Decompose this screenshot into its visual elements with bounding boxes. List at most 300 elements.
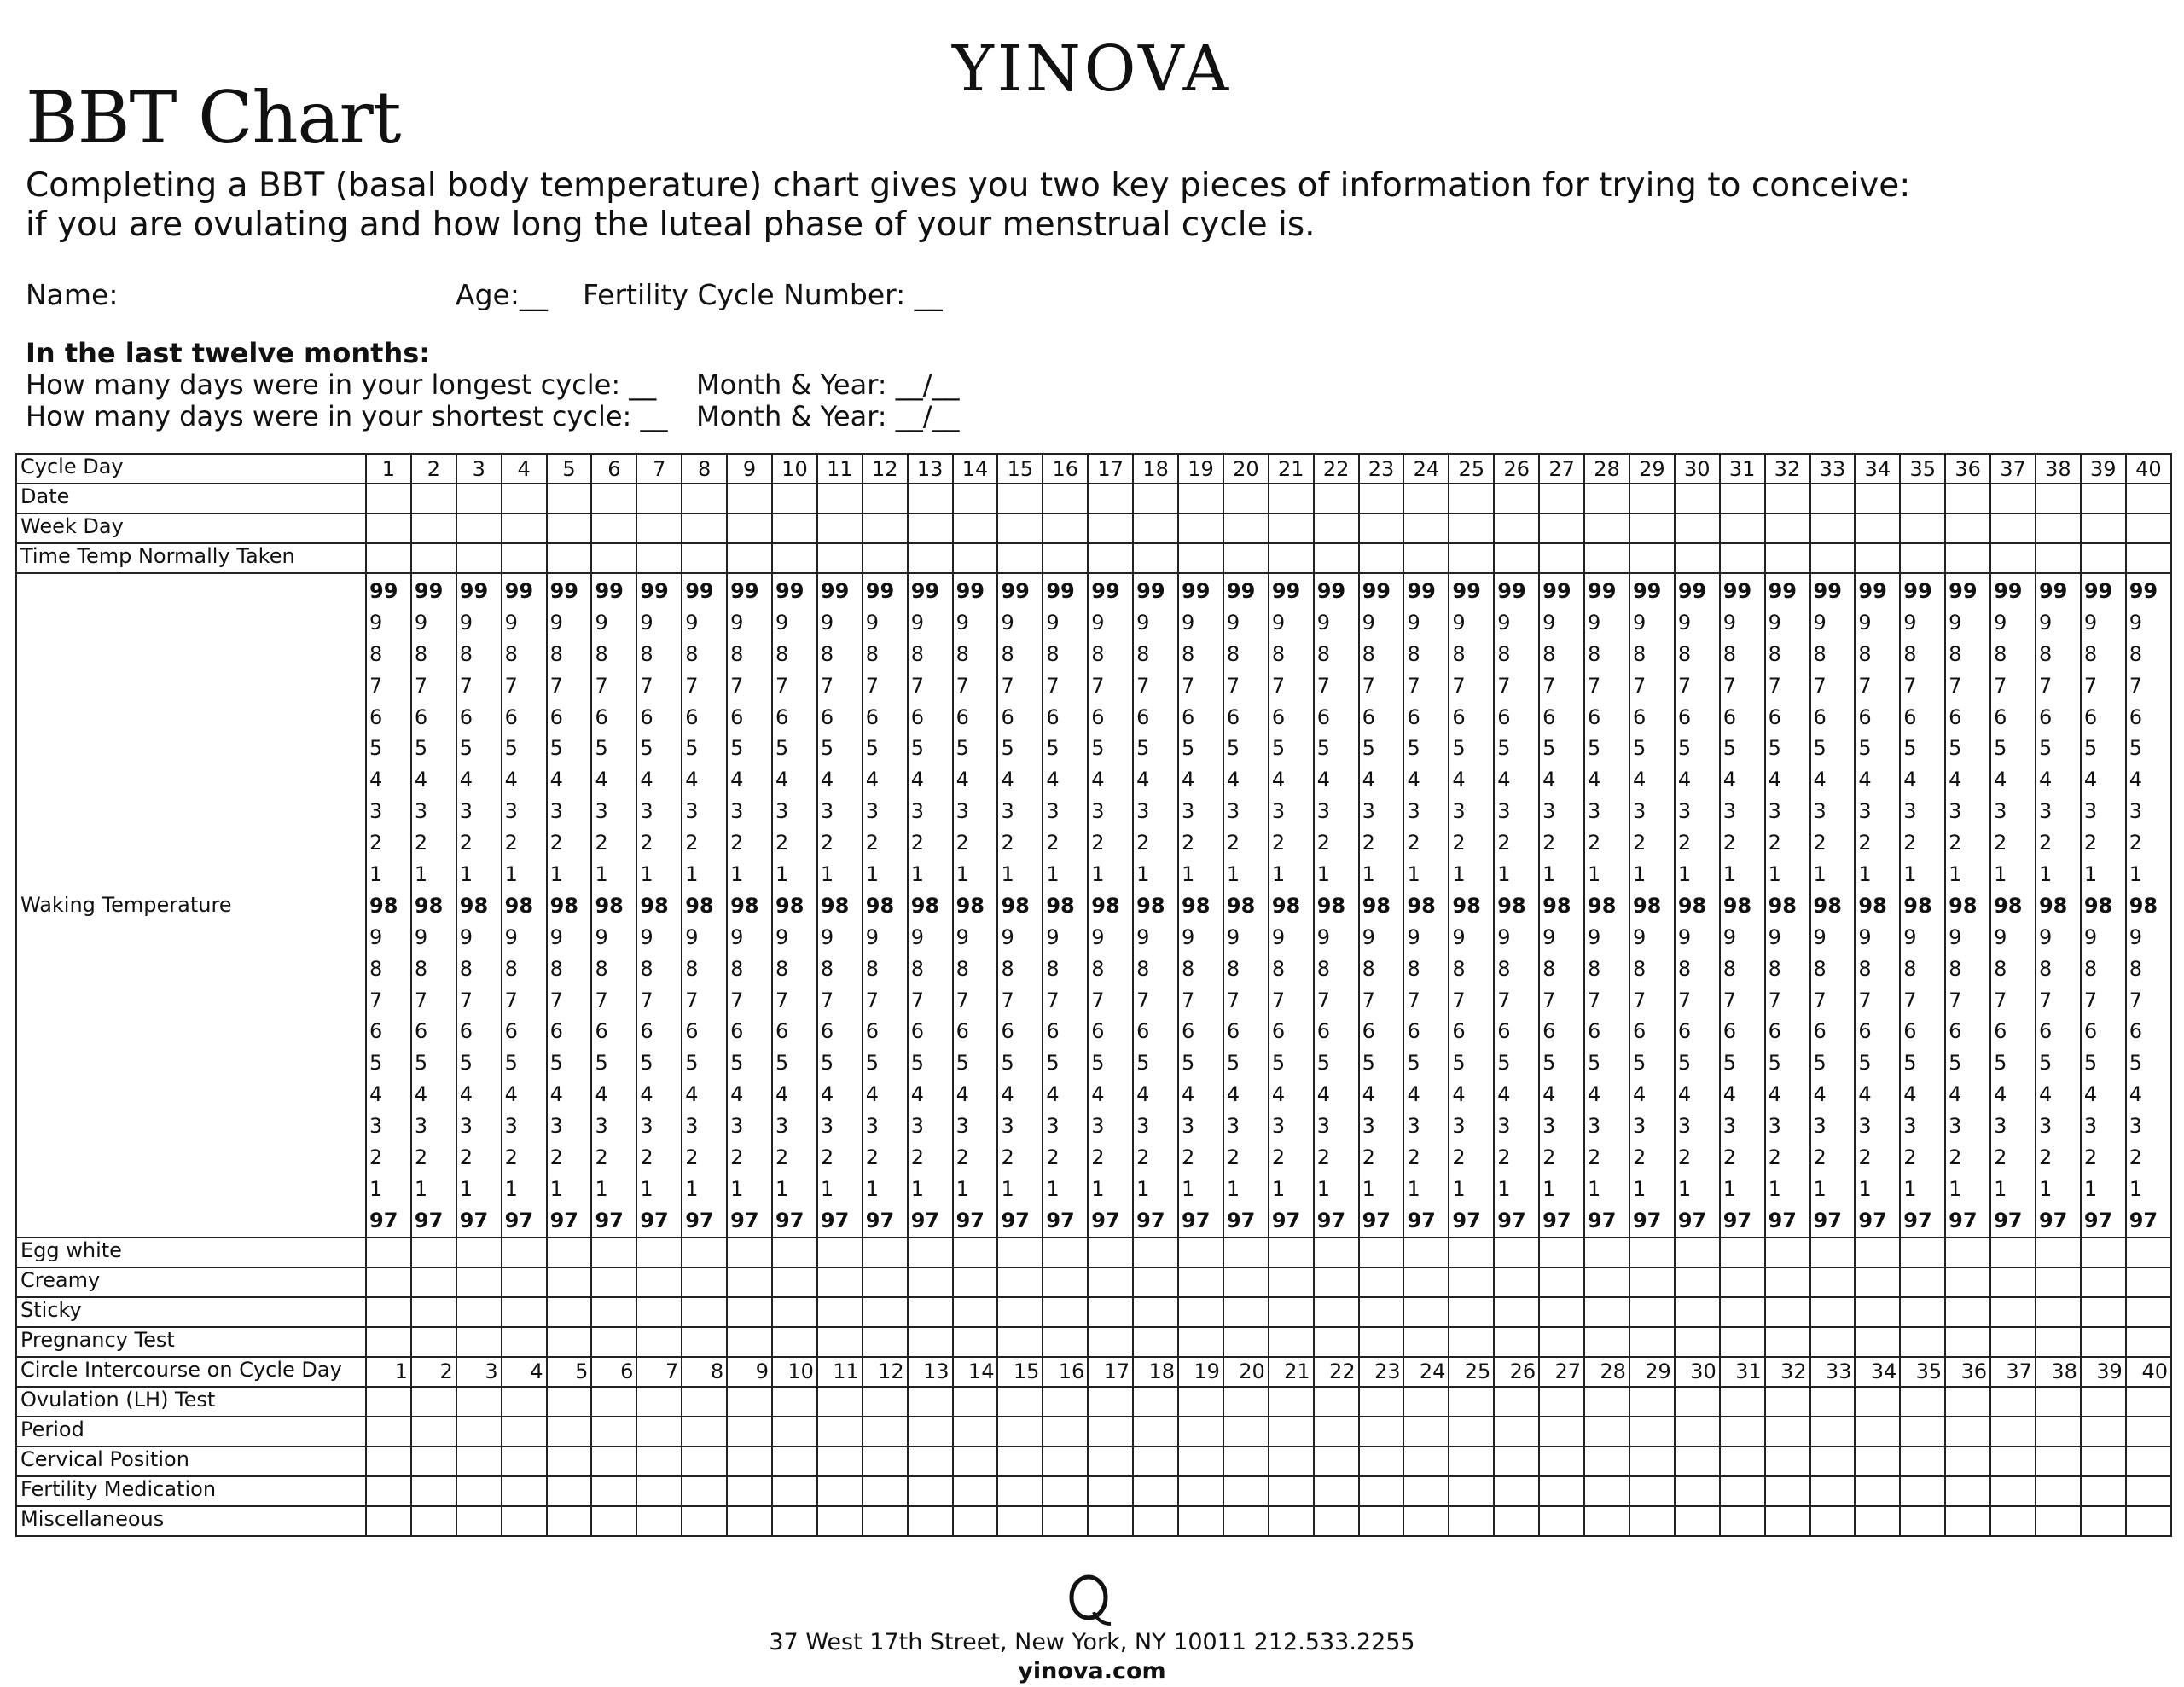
entry-cell[interactable] bbox=[1855, 1267, 1900, 1297]
temperature-tick[interactable]: 2 bbox=[1588, 831, 1601, 855]
entry-cell[interactable] bbox=[727, 513, 772, 543]
temperature-tick[interactable]: 4 bbox=[459, 768, 473, 792]
entry-cell[interactable] bbox=[456, 1387, 502, 1417]
entry-cell[interactable] bbox=[997, 1327, 1043, 1357]
temperature-tick[interactable]: 8 bbox=[956, 641, 969, 666]
temperature-tick[interactable]: 8 bbox=[1903, 956, 1917, 981]
intercourse-day-number[interactable]: 29 bbox=[1629, 1357, 1675, 1387]
temperature-tick[interactable]: 7 bbox=[685, 673, 699, 698]
entry-cell[interactable] bbox=[1043, 543, 1088, 573]
temperature-tick[interactable]: 1 bbox=[1497, 862, 1511, 887]
entry-cell[interactable] bbox=[1314, 543, 1359, 573]
temperature-tick[interactable]: 5 bbox=[730, 1051, 744, 1075]
temperature-column[interactable] bbox=[547, 573, 592, 1238]
entry-cell[interactable] bbox=[1133, 1476, 1178, 1506]
entry-cell[interactable] bbox=[1629, 543, 1675, 573]
temperature-tick[interactable]: 8 bbox=[640, 956, 653, 981]
temperature-tick[interactable]: 99 bbox=[1271, 579, 1301, 603]
entry-cell[interactable] bbox=[1043, 1238, 1088, 1267]
temperature-tick[interactable]: 97 bbox=[1588, 1208, 1617, 1232]
temperature-tick[interactable]: 97 bbox=[1858, 1208, 1887, 1232]
temperature-tick[interactable]: 8 bbox=[1949, 956, 1962, 981]
temperature-tick[interactable]: 98 bbox=[775, 893, 804, 918]
entry-cell[interactable] bbox=[1403, 1297, 1449, 1327]
temperature-tick[interactable]: 1 bbox=[820, 862, 834, 887]
temperature-tick[interactable]: 6 bbox=[820, 1019, 834, 1044]
temperature-tick[interactable]: 4 bbox=[1407, 768, 1420, 792]
temperature-tick[interactable]: 99 bbox=[910, 579, 940, 603]
intercourse-day-number[interactable]: 32 bbox=[1765, 1357, 1810, 1387]
entry-cell[interactable] bbox=[1223, 1476, 1269, 1506]
entry-cell[interactable] bbox=[1403, 1446, 1449, 1476]
temperature-tick[interactable]: 5 bbox=[685, 1051, 699, 1075]
temperature-tick[interactable]: 7 bbox=[640, 673, 653, 698]
entry-cell[interactable] bbox=[908, 1297, 953, 1327]
entry-cell[interactable] bbox=[1945, 1297, 1990, 1327]
temperature-tick[interactable]: 99 bbox=[1903, 579, 1932, 603]
entry-cell[interactable] bbox=[1765, 543, 1810, 573]
temperature-tick[interactable]: 6 bbox=[414, 1019, 428, 1044]
temperature-tick[interactable]: 8 bbox=[1768, 956, 1781, 981]
intercourse-day-number[interactable]: 4 bbox=[502, 1357, 547, 1387]
entry-cell[interactable] bbox=[1675, 1476, 1720, 1506]
temperature-tick[interactable]: 9 bbox=[1091, 925, 1105, 949]
temperature-tick[interactable]: 4 bbox=[820, 1082, 834, 1107]
temperature-tick[interactable]: 2 bbox=[1091, 1145, 1105, 1170]
temperature-tick[interactable]: 4 bbox=[1001, 768, 1014, 792]
temperature-tick[interactable]: 3 bbox=[1813, 1114, 1827, 1139]
temperature-tick[interactable]: 1 bbox=[1677, 862, 1692, 887]
temperature-tick[interactable]: 8 bbox=[1001, 641, 1014, 666]
entry-cell[interactable] bbox=[1720, 1506, 1765, 1536]
entry-cell[interactable] bbox=[1675, 513, 1720, 543]
temperature-column[interactable] bbox=[1269, 573, 1314, 1238]
temperature-tick[interactable]: 2 bbox=[1542, 831, 1556, 855]
temperature-tick[interactable]: 9 bbox=[459, 925, 473, 949]
temperature-column[interactable] bbox=[1133, 573, 1178, 1238]
temperature-tick[interactable]: 97 bbox=[1813, 1208, 1842, 1232]
temperature-tick[interactable]: 98 bbox=[369, 893, 398, 918]
temperature-column[interactable] bbox=[1403, 573, 1449, 1238]
entry-cell[interactable] bbox=[2036, 1238, 2081, 1267]
entry-cell[interactable] bbox=[411, 543, 456, 573]
temperature-tick[interactable]: 97 bbox=[775, 1208, 804, 1232]
entry-cell[interactable] bbox=[817, 1238, 863, 1267]
temperature-tick[interactable]: 97 bbox=[1632, 1208, 1662, 1232]
temperature-tick[interactable]: 1 bbox=[1407, 862, 1420, 887]
temperature-tick[interactable]: 99 bbox=[956, 579, 985, 603]
temperature-tick[interactable]: 6 bbox=[1497, 1019, 1511, 1044]
temperature-tick[interactable]: 7 bbox=[2129, 673, 2143, 698]
entry-cell[interactable] bbox=[953, 1297, 998, 1327]
entry-cell[interactable] bbox=[1765, 1506, 1810, 1536]
temperature-tick[interactable]: 8 bbox=[1407, 956, 1420, 981]
temperature-tick[interactable]: 9 bbox=[549, 610, 563, 635]
entry-cell[interactable] bbox=[1449, 543, 1494, 573]
entry-cell[interactable] bbox=[727, 1387, 772, 1417]
temperature-tick[interactable]: 4 bbox=[1994, 1082, 2007, 1107]
entry-cell[interactable] bbox=[547, 1297, 592, 1327]
temperature-tick[interactable]: 3 bbox=[1271, 799, 1286, 824]
temperature-tick[interactable]: 6 bbox=[1271, 1019, 1286, 1044]
entry-cell[interactable] bbox=[1584, 513, 1629, 543]
entry-cell[interactable] bbox=[682, 1476, 727, 1506]
entry-cell[interactable] bbox=[1449, 1297, 1494, 1327]
temperature-tick[interactable]: 8 bbox=[1588, 956, 1601, 981]
temperature-tick[interactable]: 3 bbox=[1994, 1114, 2007, 1139]
entry-cell[interactable] bbox=[863, 1476, 908, 1506]
entry-cell[interactable] bbox=[1584, 1446, 1629, 1476]
entry-cell[interactable] bbox=[1449, 1387, 1494, 1417]
temperature-tick[interactable]: 5 bbox=[1136, 736, 1150, 761]
entry-cell[interactable] bbox=[1629, 1238, 1675, 1267]
temperature-tick[interactable]: 8 bbox=[1542, 641, 1556, 666]
temperature-tick[interactable]: 4 bbox=[685, 768, 699, 792]
entry-cell[interactable] bbox=[366, 1267, 411, 1297]
temperature-tick[interactable]: 2 bbox=[1407, 831, 1420, 855]
temperature-tick[interactable]: 2 bbox=[369, 1145, 383, 1170]
entry-cell[interactable] bbox=[502, 1506, 547, 1536]
temperature-tick[interactable]: 2 bbox=[1949, 1145, 1962, 1170]
entry-cell[interactable] bbox=[1945, 513, 1990, 543]
temperature-tick[interactable]: 99 bbox=[2038, 579, 2068, 603]
temperature-column[interactable] bbox=[2081, 573, 2126, 1238]
temperature-tick[interactable]: 8 bbox=[1722, 641, 1736, 666]
temperature-tick[interactable]: 5 bbox=[1452, 736, 1466, 761]
temperature-tick[interactable]: 4 bbox=[1182, 1082, 1195, 1107]
entry-cell[interactable] bbox=[1223, 1387, 1269, 1417]
temperature-tick[interactable]: 98 bbox=[730, 893, 759, 918]
entry-cell[interactable] bbox=[1359, 1297, 1404, 1327]
temperature-tick[interactable]: 9 bbox=[1632, 925, 1647, 949]
entry-cell[interactable] bbox=[1900, 1297, 1945, 1327]
temperature-tick[interactable]: 9 bbox=[1407, 925, 1420, 949]
temperature-tick[interactable]: 4 bbox=[865, 1082, 880, 1107]
temperature-tick[interactable]: 4 bbox=[956, 768, 969, 792]
entry-cell[interactable] bbox=[682, 513, 727, 543]
entry-cell[interactable] bbox=[908, 1327, 953, 1357]
temperature-tick[interactable]: 5 bbox=[1407, 736, 1420, 761]
temperature-tick[interactable]: 1 bbox=[1136, 862, 1150, 887]
entry-cell[interactable] bbox=[772, 1506, 817, 1536]
entry-cell[interactable] bbox=[772, 1417, 817, 1446]
temperature-tick[interactable]: 1 bbox=[1722, 862, 1736, 887]
entry-cell[interactable] bbox=[411, 1476, 456, 1506]
temperature-tick[interactable]: 99 bbox=[730, 579, 759, 603]
entry-cell[interactable] bbox=[1810, 1417, 1856, 1446]
entry-cell[interactable] bbox=[1178, 1476, 1223, 1506]
temperature-tick[interactable]: 1 bbox=[1271, 1176, 1286, 1201]
temperature-tick[interactable]: 1 bbox=[640, 1176, 653, 1201]
temperature-tick[interactable]: 6 bbox=[1632, 1019, 1647, 1044]
temperature-tick[interactable]: 2 bbox=[504, 1145, 518, 1170]
temperature-tick[interactable]: 5 bbox=[595, 1051, 608, 1075]
temperature-column[interactable] bbox=[1765, 573, 1810, 1238]
temperature-tick[interactable]: 3 bbox=[1091, 1114, 1105, 1139]
entry-cell[interactable] bbox=[682, 1387, 727, 1417]
entry-cell[interactable] bbox=[2126, 1267, 2171, 1297]
temperature-tick[interactable]: 7 bbox=[1903, 673, 1917, 698]
temperature-column[interactable] bbox=[1810, 573, 1856, 1238]
temperature-tick[interactable]: 1 bbox=[1542, 862, 1556, 887]
entry-cell[interactable] bbox=[1133, 1327, 1178, 1357]
temperature-tick[interactable]: 4 bbox=[1677, 768, 1692, 792]
temperature-tick[interactable]: 3 bbox=[1362, 1114, 1375, 1139]
temperature-tick[interactable]: 2 bbox=[2129, 1145, 2143, 1170]
temperature-tick[interactable]: 8 bbox=[1588, 641, 1601, 666]
entry-cell[interactable] bbox=[636, 1297, 682, 1327]
temperature-tick[interactable]: 99 bbox=[414, 579, 444, 603]
entry-cell[interactable] bbox=[1403, 513, 1449, 543]
temperature-tick[interactable]: 9 bbox=[1768, 925, 1781, 949]
entry-cell[interactable] bbox=[1043, 1417, 1088, 1446]
temperature-tick[interactable]: 3 bbox=[640, 799, 653, 824]
temperature-tick[interactable]: 5 bbox=[1452, 1051, 1466, 1075]
temperature-tick[interactable]: 6 bbox=[910, 1019, 924, 1044]
temperature-tick[interactable]: 2 bbox=[1677, 831, 1692, 855]
entry-cell[interactable] bbox=[366, 1238, 411, 1267]
temperature-tick[interactable]: 2 bbox=[910, 1145, 924, 1170]
entry-cell[interactable] bbox=[1675, 543, 1720, 573]
entry-cell[interactable] bbox=[1043, 1506, 1088, 1536]
temperature-tick[interactable]: 9 bbox=[595, 925, 608, 949]
temperature-tick[interactable]: 4 bbox=[1182, 768, 1195, 792]
temperature-tick[interactable]: 2 bbox=[1362, 831, 1375, 855]
temperature-tick[interactable]: 2 bbox=[1632, 1145, 1647, 1170]
temperature-tick[interactable]: 7 bbox=[504, 673, 518, 698]
entry-cell[interactable] bbox=[1810, 513, 1856, 543]
temperature-tick[interactable]: 7 bbox=[1046, 988, 1060, 1012]
temperature-tick[interactable]: 5 bbox=[1407, 1051, 1420, 1075]
temperature-tick[interactable]: 7 bbox=[956, 673, 969, 698]
temperature-tick[interactable]: 2 bbox=[1813, 1145, 1827, 1170]
temperature-tick[interactable]: 1 bbox=[1903, 862, 1917, 887]
temperature-tick[interactable]: 4 bbox=[595, 1082, 608, 1107]
temperature-tick[interactable]: 3 bbox=[1722, 1114, 1736, 1139]
temperature-tick[interactable]: 8 bbox=[2083, 956, 2098, 981]
temperature-tick[interactable]: 98 bbox=[910, 893, 940, 918]
temperature-tick[interactable]: 5 bbox=[1091, 1051, 1105, 1075]
temperature-tick[interactable]: 9 bbox=[1722, 925, 1736, 949]
temperature-tick[interactable]: 6 bbox=[1768, 1019, 1781, 1044]
temperature-tick[interactable]: 3 bbox=[956, 799, 969, 824]
entry-cell[interactable] bbox=[1403, 1476, 1449, 1506]
temperature-tick[interactable]: 97 bbox=[1091, 1208, 1120, 1232]
intercourse-day-number[interactable]: 40 bbox=[2126, 1357, 2171, 1387]
entry-cell[interactable] bbox=[547, 1267, 592, 1297]
temperature-tick[interactable]: 8 bbox=[1813, 641, 1827, 666]
temperature-tick[interactable]: 98 bbox=[1316, 893, 1346, 918]
temperature-tick[interactable]: 4 bbox=[2038, 1082, 2053, 1107]
temperature-tick[interactable]: 98 bbox=[1722, 893, 1752, 918]
temperature-tick[interactable]: 1 bbox=[1994, 862, 2007, 887]
intercourse-day-number[interactable]: 6 bbox=[591, 1357, 636, 1387]
temperature-tick[interactable]: 9 bbox=[1316, 925, 1330, 949]
temperature-tick[interactable]: 3 bbox=[1001, 799, 1014, 824]
intercourse-day-number[interactable]: 17 bbox=[1088, 1357, 1133, 1387]
entry-cell[interactable] bbox=[817, 1387, 863, 1417]
entry-cell[interactable] bbox=[547, 1506, 592, 1536]
temperature-column[interactable] bbox=[636, 573, 682, 1238]
temperature-tick[interactable]: 2 bbox=[1271, 1145, 1286, 1170]
temperature-tick[interactable]: 4 bbox=[730, 1082, 744, 1107]
temperature-tick[interactable]: 6 bbox=[1316, 704, 1330, 729]
temperature-tick[interactable]: 6 bbox=[820, 704, 834, 729]
entry-cell[interactable] bbox=[682, 1238, 727, 1267]
temperature-tick[interactable]: 5 bbox=[459, 1051, 473, 1075]
temperature-tick[interactable]: 9 bbox=[2038, 610, 2053, 635]
entry-cell[interactable] bbox=[682, 1506, 727, 1536]
temperature-tick[interactable]: 1 bbox=[1362, 1176, 1375, 1201]
temperature-tick[interactable]: 8 bbox=[1858, 956, 1872, 981]
entry-cell[interactable] bbox=[817, 1327, 863, 1357]
temperature-tick[interactable]: 98 bbox=[1091, 893, 1120, 918]
temperature-tick[interactable]: 6 bbox=[504, 704, 518, 729]
temperature-tick[interactable]: 7 bbox=[865, 673, 880, 698]
temperature-tick[interactable]: 99 bbox=[2083, 579, 2113, 603]
temperature-tick[interactable]: 2 bbox=[549, 1145, 563, 1170]
entry-cell[interactable] bbox=[1449, 484, 1494, 513]
temperature-tick[interactable]: 1 bbox=[640, 862, 653, 887]
temperature-tick[interactable]: 8 bbox=[865, 641, 880, 666]
entry-cell[interactable] bbox=[1088, 1238, 1133, 1267]
temperature-tick[interactable]: 7 bbox=[369, 673, 383, 698]
entry-cell[interactable] bbox=[1720, 543, 1765, 573]
temperature-tick[interactable]: 99 bbox=[2129, 579, 2158, 603]
temperature-tick[interactable]: 99 bbox=[459, 579, 489, 603]
temperature-tick[interactable]: 8 bbox=[1407, 641, 1420, 666]
temperature-tick[interactable]: 7 bbox=[1046, 673, 1060, 698]
entry-cell[interactable] bbox=[1359, 1238, 1404, 1267]
entry-cell[interactable] bbox=[772, 543, 817, 573]
entry-cell[interactable] bbox=[1990, 1238, 2036, 1267]
temperature-tick[interactable]: 7 bbox=[549, 988, 563, 1012]
temperature-tick[interactable]: 4 bbox=[369, 768, 383, 792]
temperature-tick[interactable]: 5 bbox=[1949, 1051, 1962, 1075]
temperature-tick[interactable]: 97 bbox=[459, 1208, 489, 1232]
temperature-tick[interactable]: 2 bbox=[1182, 1145, 1195, 1170]
temperature-tick[interactable]: 99 bbox=[1182, 579, 1211, 603]
temperature-tick[interactable]: 4 bbox=[2083, 768, 2098, 792]
entry-cell[interactable] bbox=[1810, 1476, 1856, 1506]
entry-cell[interactable] bbox=[1945, 1417, 1990, 1446]
intercourse-day-number[interactable]: 31 bbox=[1720, 1357, 1765, 1387]
temperature-tick[interactable]: 7 bbox=[459, 673, 473, 698]
temperature-tick[interactable]: 8 bbox=[1362, 956, 1375, 981]
entry-cell[interactable] bbox=[547, 1387, 592, 1417]
temperature-tick[interactable]: 9 bbox=[1316, 610, 1330, 635]
temperature-tick[interactable]: 97 bbox=[1452, 1208, 1481, 1232]
entry-cell[interactable] bbox=[2126, 1446, 2171, 1476]
temperature-tick[interactable]: 1 bbox=[956, 1176, 969, 1201]
entry-cell[interactable] bbox=[1314, 1267, 1359, 1297]
entry-cell[interactable] bbox=[1765, 1387, 1810, 1417]
temperature-tick[interactable]: 2 bbox=[1001, 1145, 1014, 1170]
temperature-tick[interactable]: 2 bbox=[1858, 1145, 1872, 1170]
temperature-tick[interactable]: 6 bbox=[1858, 1019, 1872, 1044]
temperature-tick[interactable]: 2 bbox=[775, 1145, 789, 1170]
temperature-tick[interactable]: 4 bbox=[1768, 1082, 1781, 1107]
temperature-tick[interactable]: 5 bbox=[1136, 1051, 1150, 1075]
temperature-tick[interactable]: 98 bbox=[1677, 893, 1707, 918]
entry-cell[interactable] bbox=[2126, 513, 2171, 543]
temperature-tick[interactable]: 9 bbox=[730, 925, 744, 949]
temperature-tick[interactable]: 6 bbox=[1226, 704, 1240, 729]
temperature-tick[interactable]: 2 bbox=[1768, 831, 1781, 855]
temperature-tick[interactable]: 4 bbox=[1903, 1082, 1917, 1107]
temperature-tick[interactable]: 1 bbox=[1768, 862, 1781, 887]
entry-cell[interactable] bbox=[1990, 1297, 2036, 1327]
temperature-tick[interactable]: 6 bbox=[1271, 704, 1286, 729]
temperature-tick[interactable]: 6 bbox=[1452, 1019, 1466, 1044]
entry-cell[interactable] bbox=[1449, 1476, 1494, 1506]
temperature-tick[interactable]: 97 bbox=[1316, 1208, 1346, 1232]
temperature-tick[interactable]: 8 bbox=[1722, 956, 1736, 981]
temperature-tick[interactable]: 9 bbox=[956, 610, 969, 635]
temperature-tick[interactable]: 4 bbox=[685, 1082, 699, 1107]
entry-cell[interactable] bbox=[727, 1267, 772, 1297]
temperature-tick[interactable]: 4 bbox=[414, 1082, 428, 1107]
temperature-tick[interactable]: 7 bbox=[956, 988, 969, 1012]
temperature-tick[interactable]: 1 bbox=[820, 1176, 834, 1201]
temperature-tick[interactable]: 7 bbox=[1316, 673, 1330, 698]
entry-cell[interactable] bbox=[1855, 1297, 1900, 1327]
temperature-tick[interactable]: 8 bbox=[775, 956, 789, 981]
temperature-tick[interactable]: 3 bbox=[414, 799, 428, 824]
entry-cell[interactable] bbox=[1584, 484, 1629, 513]
temperature-tick[interactable]: 1 bbox=[1949, 1176, 1962, 1201]
temperature-tick[interactable]: 3 bbox=[1722, 799, 1736, 824]
temperature-tick[interactable]: 97 bbox=[1407, 1208, 1436, 1232]
temperature-tick[interactable]: 8 bbox=[1226, 641, 1240, 666]
entry-cell[interactable] bbox=[2081, 1327, 2126, 1357]
temperature-tick[interactable]: 7 bbox=[1362, 988, 1375, 1012]
entry-cell[interactable] bbox=[1178, 484, 1223, 513]
temperature-tick[interactable]: 6 bbox=[1091, 704, 1105, 729]
temperature-tick[interactable]: 7 bbox=[1182, 673, 1195, 698]
temperature-tick[interactable]: 8 bbox=[730, 641, 744, 666]
temperature-tick[interactable]: 4 bbox=[1497, 1082, 1511, 1107]
temperature-tick[interactable]: 9 bbox=[956, 925, 969, 949]
entry-cell[interactable] bbox=[1945, 1387, 1990, 1417]
temperature-tick[interactable]: 2 bbox=[2038, 1145, 2053, 1170]
temperature-tick[interactable]: 6 bbox=[549, 1019, 563, 1044]
entry-cell[interactable] bbox=[1494, 543, 1539, 573]
entry-cell[interactable] bbox=[1088, 1327, 1133, 1357]
temperature-tick[interactable]: 98 bbox=[1542, 893, 1571, 918]
temperature-tick[interactable]: 99 bbox=[1588, 579, 1617, 603]
temperature-column[interactable] bbox=[1088, 573, 1133, 1238]
temperature-tick[interactable]: 9 bbox=[504, 925, 518, 949]
temperature-tick[interactable]: 5 bbox=[2083, 736, 2098, 761]
entry-cell[interactable] bbox=[1359, 1387, 1404, 1417]
intercourse-day-number[interactable]: 38 bbox=[2036, 1357, 2081, 1387]
entry-cell[interactable] bbox=[456, 1446, 502, 1476]
entry-cell[interactable] bbox=[1088, 1387, 1133, 1417]
entry-cell[interactable] bbox=[953, 1476, 998, 1506]
temperature-tick[interactable]: 99 bbox=[1949, 579, 1978, 603]
temperature-tick[interactable]: 2 bbox=[1046, 1145, 1060, 1170]
temperature-tick[interactable]: 3 bbox=[459, 1114, 473, 1139]
temperature-tick[interactable]: 4 bbox=[1903, 768, 1917, 792]
entry-cell[interactable] bbox=[2036, 1417, 2081, 1446]
intercourse-day-number[interactable]: 35 bbox=[1900, 1357, 1945, 1387]
temperature-tick[interactable]: 7 bbox=[730, 988, 744, 1012]
temperature-tick[interactable]: 3 bbox=[1497, 799, 1511, 824]
entry-cell[interactable] bbox=[636, 1238, 682, 1267]
temperature-tick[interactable]: 9 bbox=[1407, 610, 1420, 635]
temperature-column[interactable] bbox=[1990, 573, 2036, 1238]
